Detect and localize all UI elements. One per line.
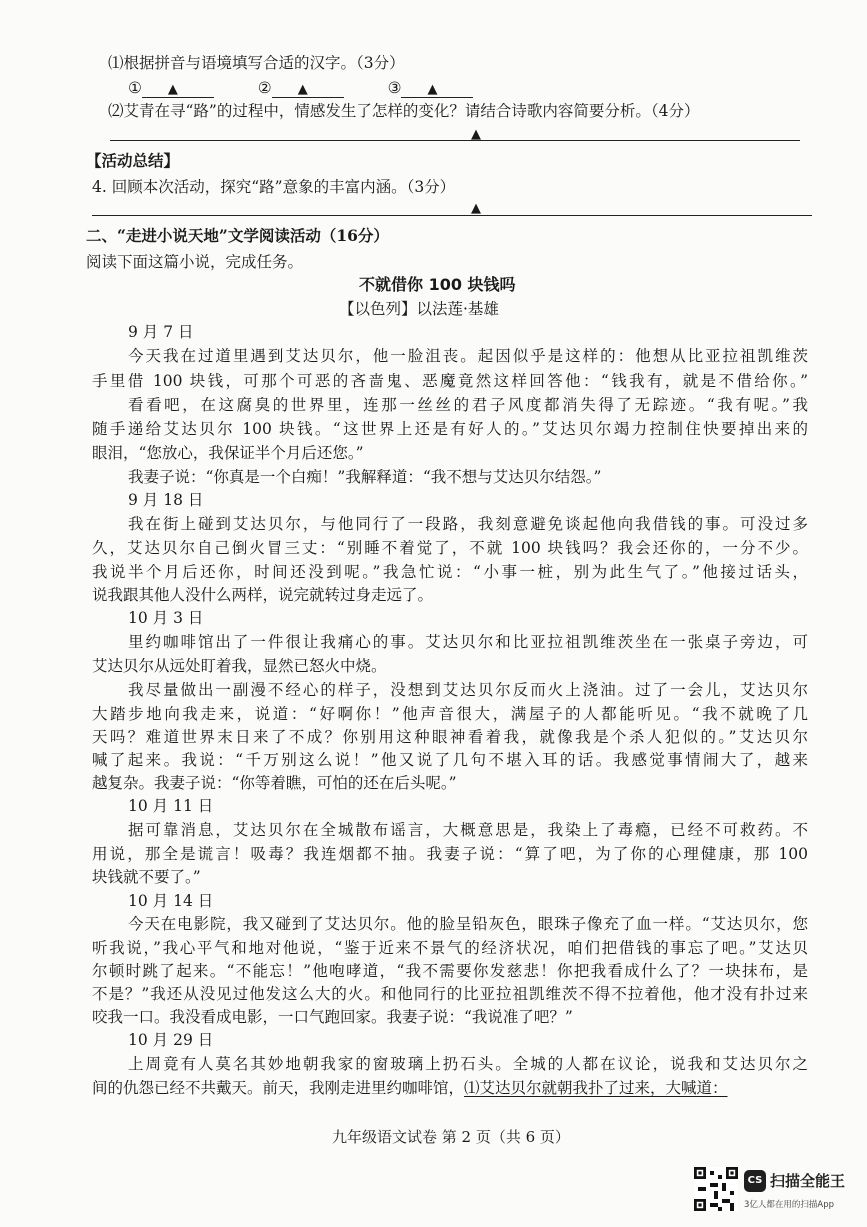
underlined-passage: ⑴艾达贝尔就朝我扑了过来，大喊道： [464,1079,728,1097]
body-line: 天吗？难道世界末日来了不成？你别用这种眼神看着我，就像我是个杀人犯似的。”艾达贝尔 [92,728,808,746]
body-line: 久，艾达贝尔自己倒火冒三丈：“别睡不着觉了，不就 100 块钱吗？我会还你的，一分不少。 [92,539,808,557]
qr-code-icon [694,1167,738,1211]
blank-label-3: ③ [387,79,402,97]
date-line: 10 月 3 日 [128,609,204,627]
body-line: 听我说，”我心平气和地对他说，“鉴于近来不景气的经济状况，咱们把借钱的事忘了吧。”艾达贝 [92,939,808,957]
body-line: 大踏步地向我走来，说道：“好啊你！”他声音很大，满屋子的人都能听见。“我不就晚了几 [92,705,808,723]
body-line: 我说半个月后还你，时间还没到呢。”我急忙说：“小事一桩，别为此生气了。”他接过话头， [92,563,808,581]
story-title: 不就借你 100 块钱吗 [359,275,516,294]
blank-label-2: ② [257,79,272,97]
answer-line[interactable] [110,140,800,141]
body-line: 看看吧，在这腐臭的世界里，连那一丝丝的君子风度都消失得了无踪迹。“我有呢。”我 [128,396,808,414]
camscanner-tagline: 3亿人都在用的扫描App [744,1200,835,1210]
body-line: 艾达贝尔从远处盯着我，显然已怒火中烧。 [92,657,387,675]
page-footer: 九年级语文试卷 第 2 页（共 6 页） [332,1128,570,1146]
question-3-2: ⑵艾青在寻“路”的过程中，情感发生了怎样的变化？请结合诗歌内容简要分析。（4分） [108,102,700,120]
body-line: 块钱就不要了。” [92,868,201,886]
answer-line[interactable] [92,215,812,216]
answer-blanks-row [128,78,473,98]
body-line: 眼泪，“您放心，我保证半个月后还您。” [92,444,364,462]
body-line: 喊了起来。我说：“千万别这么说！”他又说了几句不堪入耳的话。我感觉事情闹大了，越来 [92,751,808,769]
camscanner-brand-name: 扫描全能王 [770,1172,846,1190]
body-line: 用说，那全是谎言！吸毒？我连烟都不抽。我妻子说：“算了吧，为了你的心理健康，那 100 [92,845,808,863]
question-3-1: ⑴根据拼音与语境填写合适的汉字。（3分） [108,54,405,72]
body-line: 我尽量做出一副漫不经心的样子，没想到艾达贝尔反而火上浇油。过了一会儿，艾达贝尔 [128,681,808,699]
camscanner-logo-icon: CS [744,1170,766,1192]
date-line: 9 月 7 日 [128,323,194,341]
body-line: 我妻子说：“你真是一个白痴！”我解释道：“我不想与艾达贝尔结怨。” [128,468,602,486]
body-line-last [92,1078,728,1098]
triangle-marker-icon: ▲ [297,82,308,97]
section-2-heading: 二、“走进小说天地”文学阅读活动（16分） [86,226,389,245]
summary-heading: 【活动总结】 [86,151,180,170]
triangle-marker-icon: ▲ [471,201,481,216]
body-line: 今天在电影院，我又碰到了艾达贝尔。他的脸呈铅灰色，眼珠子像充了血一样。“艾达贝尔，您 [128,915,808,933]
date-line: 10 月 11 日 [128,797,214,815]
body-line: 越复杂。我妻子说：“你等着瞧，可怕的还在后头呢。” [92,774,457,792]
question-4: 4. 回顾本次活动，探究“路”意象的丰富内涵。（3分） [92,178,456,196]
body-line: 上周竟有人莫名其妙地朝我家的窗玻璃上扔石头。全城的人都在议论，说我和艾达贝尔之 [128,1055,808,1073]
answer-blank-1[interactable] [142,79,214,98]
answer-blank-2[interactable] [272,79,344,98]
date-line: 9 月 18 日 [128,491,204,509]
body-line: 里约咖啡馆出了一件很让我痛心的事。艾达贝尔和比亚拉祖凯维茨坐在一张桌子旁边，可 [128,633,808,651]
body-line: 不是？”我还从没见过他发这么大的火。和他同行的比亚拉祖凯维茨不得不拉着他，他才没有扑过来 [92,985,808,1003]
answer-blank-3[interactable] [401,79,473,98]
date-line: 10 月 29 日 [128,1031,214,1049]
story-author: 【以色列】以法莲·基雄 [339,300,499,318]
blank-label-1: ① [128,79,142,97]
body-line: 咬我一口。我没看成电影，一口气跑回家。我妻子说：“我说准了吧？” [92,1008,573,1026]
body-line: 尔顿时跳了起来。“不能忘！”他咆哮道，“我不需要你发慈悲！你把我看成什么了？一块抹布，是 [92,962,808,980]
body-line: 我在街上碰到艾达贝尔，与他同行了一段路，我刻意避免谈起他向我借钱的事。可没过多 [128,515,808,533]
triangle-marker-icon: ▲ [427,82,438,97]
triangle-marker-icon: ▲ [471,127,481,142]
body-line: 据可靠消息，艾达贝尔在全城散布谣言，大概意思是，我染上了毒瘾，已经不可救药。不 [128,821,808,839]
body-line: 随手递给艾达贝尔 100 块钱。“这世界上还是有好人的。”艾达贝尔竭力控制住快要掉出来的 [92,420,808,438]
body-line: 手里借 100 块钱，可那个可恶的吝啬鬼、恶魔竟然这样回答他：“钱我有，就是不借给你。” [92,372,808,390]
body-line: 今天我在过道里遇到艾达贝尔，他一脸沮丧。起因似乎是这样的：他想从比亚拉祖凯维茨 [128,347,808,365]
date-line: 10 月 14 日 [128,892,214,910]
section-2-instruction: 阅读下面这篇小说，完成任务。 [86,253,304,271]
body-line-text: 间的仇怨已经不共戴天。前天，我刚走进里约咖啡馆， [92,1079,465,1097]
triangle-marker-icon: ▲ [167,82,178,97]
body-line: 说我跟其他人没什么两样，说完就转过身走远了。 [92,586,434,604]
